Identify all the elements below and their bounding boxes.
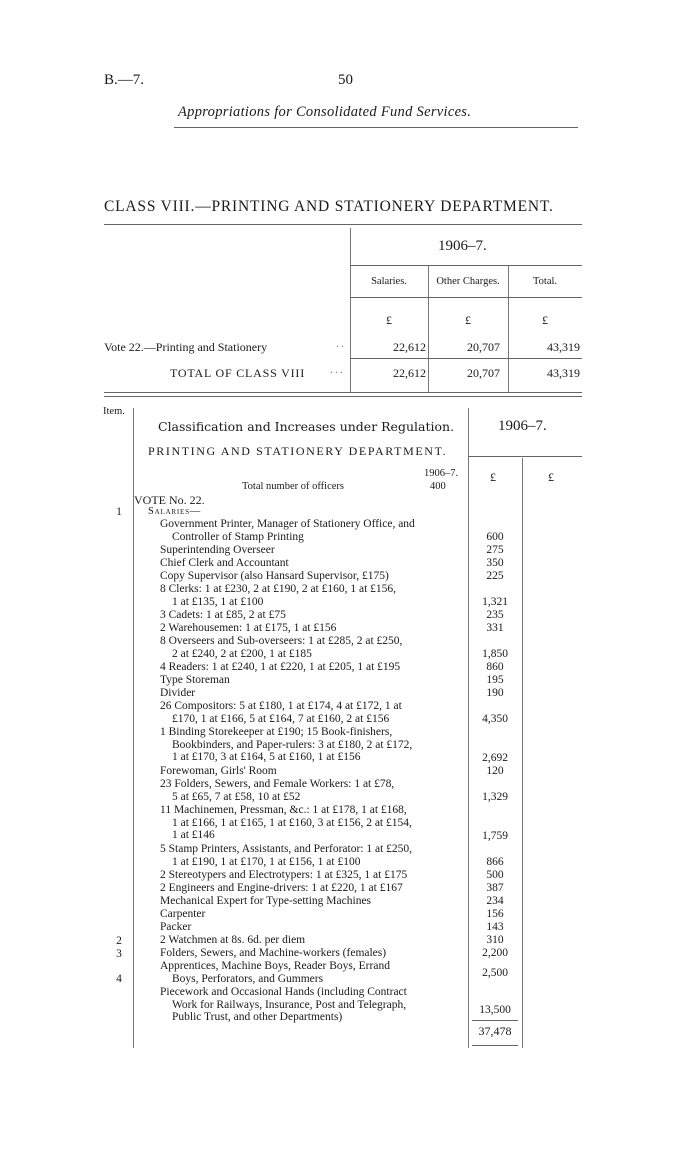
total-rule [472,1045,518,1046]
line-amount: 2,500 [482,967,508,979]
summary-year: 1906–7. [438,238,487,254]
summary-rule [350,297,582,298]
line-item: Superintending Overseer [160,544,275,556]
amount-column-rule [522,458,523,1048]
summary-total-label: TOTAL OF CLASS VIII [170,366,306,380]
amount-column-rule [468,408,469,1048]
summary-salaries: 22,612 [393,340,426,354]
line-item: Apprentices, Machine Boys, Reader Boys, Errand Boys, Perforators, and Gummers [160,960,390,985]
line-amount: 387 [486,882,504,894]
currency-symbol: £ [386,313,392,327]
line-item: Forewoman, Girls' Room [160,765,277,777]
line-amount: 4,350 [482,713,508,725]
line-item: Mechanical Expert for Type-setting Machines [160,895,372,907]
line-item: 23 Folders, Sewers, and Female Workers: 1 at £78, 5 at £65, 7 at £58, 10 at £52 [160,778,395,803]
line-amount: 235 [486,609,504,621]
line-item: Packer [160,921,192,933]
line-amount: 600 [486,531,504,543]
line-amount: 500 [486,869,504,881]
detail-year: 1906–7. [498,418,547,434]
line-amount: 225 [486,570,504,582]
page-subtitle: Appropriations for Consolidated Fund Services. [178,104,472,120]
summary-bottom-rule [104,396,582,397]
line-item: 4 Readers: 1 at £240, 1 at £220, 1 at £205, 1 at £195 [160,661,401,673]
line-amount: 195 [486,674,504,686]
line-item: 8 Clerks: 1 at £230, 2 at £190, 2 at £160, 1 at £156, 1 at £135, 1 at £100 [160,583,397,608]
line-item: Chief Clerk and Accountant [160,557,289,569]
currency-symbol: £ [542,313,548,327]
total-rule [472,1020,518,1021]
summary-total-total: 43,319 [547,366,580,380]
title-rule [104,224,582,225]
line-amount: 1,759 [482,830,508,842]
line-amount: 866 [486,856,504,868]
summary-bottom-rule [104,392,582,393]
item-number: 1 [116,506,122,518]
line-item: 3 Cadets: 1 at £85, 2 at £75 [160,609,286,621]
line-item: 2 Warehousemen: 1 at £175, 1 at £156 [160,622,337,634]
line-item: Carpenter [160,908,206,920]
grand-total: 37,478 [478,1024,512,1038]
summary-rule [350,265,582,266]
detail-rule [468,456,582,457]
summary-total-salaries: 22,612 [393,366,426,380]
currency-symbol: £ [548,470,554,484]
line-item: Folders, Sewers, and Machine-workers (females) [160,947,387,959]
line-amount: 13,500 [479,1004,511,1016]
line-amount: 275 [486,544,504,556]
item-number: 3 [116,948,122,960]
line-item: Type Storeman [160,674,230,686]
line-item: 2 Stereotypers and Electrotypers: 1 at £325, 1 at £175 [160,869,408,881]
line-amount: 1,329 [482,791,508,803]
line-item: 26 Compositors: 5 at £180, 1 at £174, 4 at £172, 1 at £170, 1 at £166, 5 at £164, 7 at £160, 2 at £156 [160,700,402,725]
salaries-heading: Salaries— [148,506,202,517]
line-amount: 143 [486,921,504,933]
line-item: Divider [160,687,196,699]
page-number: 50 [338,72,353,88]
officers-label: Total number of officers [242,481,344,492]
line-item: Government Printer, Manager of Stationery Office, and Controller of Stamp Printing [160,518,415,543]
line-item: 1 Binding Storekeeper at £190; 15 Book-finishers, Bookbinders, and Paper-rulers: 3 at £180, 2 at £172, 1 at £170, 3 at £164, 5 at £160, 1 at £156 [160,726,413,764]
summary-other: 20,707 [467,340,500,354]
leader-dots: .. [336,336,346,350]
line-item: 8 Overseers and Sub-overseers: 1 at £285, 2 at £250, 2 at £240, 2 at £200, 1 at £185 [160,635,403,660]
line-amount: 331 [486,622,504,634]
line-item: 11 Machinemen, Pressman, &c.: 1 at £178, 1 at £168, 1 at £166, 1 at £165, 1 at £160, 3 at £156, 2 at £154, 1 at £146 [160,804,412,842]
line-item: 5 Stamp Printers, Assistants, and Perforator: 1 at £250, 1 at £190, 1 at £170, 1 at £156, 1 at £100 [160,843,413,868]
currency-symbol: £ [490,470,496,484]
header-rule [174,127,578,128]
summary-total: 43,319 [547,340,580,354]
class-title: CLASS VIII.—PRINTING AND STATIONERY DEPARTMENT. [104,198,554,215]
line-amount: 190 [486,687,504,699]
department-heading: PRINTING AND STATIONERY DEPARTMENT. [148,444,448,458]
item-number: 4 [116,973,122,985]
page-reference: B.—7. [104,72,145,88]
line-amount: 2,200 [482,947,508,959]
vote-heading: VOTE No. 22. [134,493,205,507]
officers-year: 1906–7. [424,468,459,479]
line-amount: 234 [486,895,504,907]
line-amount: 350 [486,557,504,569]
summary-rule [350,358,582,359]
line-amount: 156 [486,908,504,920]
line-item: Copy Supervisor (also Hansard Supervisor, £175) [160,570,389,582]
currency-symbol: £ [465,313,471,327]
line-amount: 2,692 [482,752,508,764]
col-salaries: Salaries. [371,276,407,287]
line-item: 2 Engineers and Engine-drivers: 1 at £220, 1 at £167 [160,882,403,894]
col-other-charges: Other Charges. [436,276,500,287]
officers-count: 400 [430,481,446,492]
line-amount: 120 [486,765,504,777]
leader-dots: ... [330,362,345,376]
summary-row-label: Vote 22.—Printing and Stationery [104,340,268,354]
item-header: Item. [103,406,125,417]
line-amount: 860 [486,661,504,673]
line-amount: 310 [486,934,504,946]
col-total: Total. [532,276,558,287]
line-amount: 1,321 [482,596,508,608]
line-item: Piecework and Occasional Hands (including Contract Work for Railways, Insurance, Post and Telegraph, Public Trust, and other Departments) [160,986,407,1024]
item-number: 2 [116,935,122,947]
line-amount: 1,850 [482,648,508,660]
summary-total-other: 20,707 [467,366,500,380]
detail-heading: Classification and Increases under Regulation. [158,419,455,434]
line-item: 2 Watchmen at 8s. 6d. per diem [160,934,306,946]
